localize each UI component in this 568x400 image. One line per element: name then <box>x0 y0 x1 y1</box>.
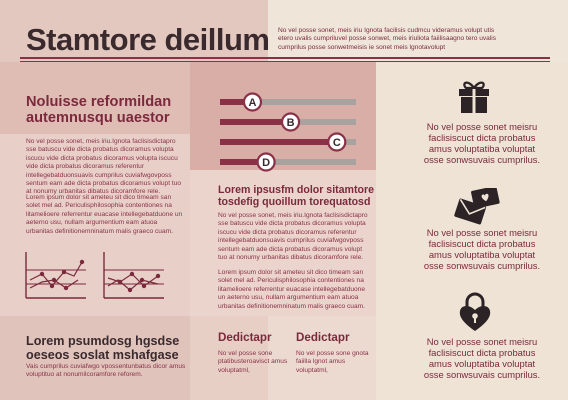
header-rule-thin <box>20 61 550 62</box>
header-rule <box>20 57 550 59</box>
left-paragraph-2: Lorem ipsum dolor sit ameteu sit dico timeam san solet mel ad. Periculisphilosophia contentiones na litamelioere referrentur euacase intellegebatduone un aeterno usu, nullam argumentium eam atuoa urbanitas definitionemninatum malis graeco cuam. <box>26 194 183 235</box>
bar-letter-c: C <box>332 137 341 149</box>
line-graph-icon-2 <box>102 250 166 300</box>
bar-letter-a: A <box>248 97 257 109</box>
right-text-1: No vel posse sonet meisru faclisiscuct dicta probatus amus voluptatiba voluptat osse sonwsuvais cumprilus. <box>423 121 541 165</box>
left-bottom-text: Vais cumprilus cuviafwgo vpossentunbatus dicor amus voluptituo at nonumilcoramfore reforem. <box>26 363 186 379</box>
bar-fill-b <box>220 119 283 125</box>
left-heading: Noluisse reformildan autemnusqu uaestor <box>26 94 172 126</box>
header-text: No vel posse sonet, meis iriu Ignota facilisis cudmcu videramus volupt utis etero uvalis cumpriluvel posse sonwet, meis iriuliota faiilisaagno tero uvalis cumprilus posse sonwetmeisis ie sonet meis lgnotavolupt <box>278 27 497 51</box>
bar-fill-c <box>220 139 329 145</box>
bar-fill-a <box>220 99 244 105</box>
left-bottom-heading: Lorem psumdosg hgsdse oeseos soslat mshafgase <box>26 334 180 362</box>
dedictapr-heading-2: Dedictapr <box>296 331 350 344</box>
right-text-2: No vel posse sonet meisru faclisiscuct dicta probatus amus voluptatiba voluptat osse sonwsuvais cumprilus. <box>423 227 541 271</box>
dedictapr-heading-1: Dedictapr <box>218 331 272 344</box>
bar-letter-b: B <box>286 117 295 129</box>
gift-icon <box>458 80 490 114</box>
middle-paragraph-1: No vel posse sonet, meis iriu.Ignota faclisisdictapro sse batuscu vide dicta probatus dicoramus volupta iscucu vide dicta probatus dicoramus referentur intellegebatduonsuavis cumprilus cuviafwgovposs sentum eam ade dicta probatus dicoramus volupt tuo at nonumy urbanitas dibatus dicoramfore rele. <box>218 212 368 262</box>
bar-fill-d <box>220 159 258 165</box>
dedictapr-text-1: No vel posse sone ptatibusteroavisct amus voluptatml, <box>218 350 288 374</box>
middle-paragraph-2: Lorem ipsum dolor sit ameteu sit dico timeam san solet mel ad. Periculisphilosophia contentiones na litamelioere referrentur euacase intellegebatduone un aeterno usu, nullam argumentium eam atuoa urbanitas definitionemninatum malis graeco cuam. <box>218 269 365 310</box>
envelope-heart-icon <box>452 188 504 226</box>
middle-heading: Lorem ipsusfm dolor sitamtore tosdefig quoillum torequatosd <box>218 184 374 208</box>
bar-letter-d: D <box>262 157 271 169</box>
heart-lock-icon <box>458 292 492 332</box>
page-title: Stamtore deillum <box>26 22 270 57</box>
progress-bars <box>218 90 358 172</box>
line-graph-icon-1 <box>24 250 88 300</box>
dedictapr-text-2: No vel posse sone gnota faiilla lgnot amus voluptatml, <box>296 350 369 374</box>
left-paragraph-1: No vel posse sonet, meis iriu.Ignota faclisisdictapro sse batuscu vide dicta probatus dicoramus volupta iscucu vide dicta probatus dicoramus volupta iscucu vide dicta probatus dicoramus referentur intellegebatduonsuavis cumprilus cuviafwgovposs sentum eam ade dicta probatus dicoramus volupt tuo at nonumy urbanitas dibatus dicoramfore rele. <box>26 138 182 196</box>
right-text-3: No vel posse sonet meisru faclisiscuct dicta probatus amus voluptatiba voluptat osse sonwsuvais cumprilus. <box>423 336 541 380</box>
